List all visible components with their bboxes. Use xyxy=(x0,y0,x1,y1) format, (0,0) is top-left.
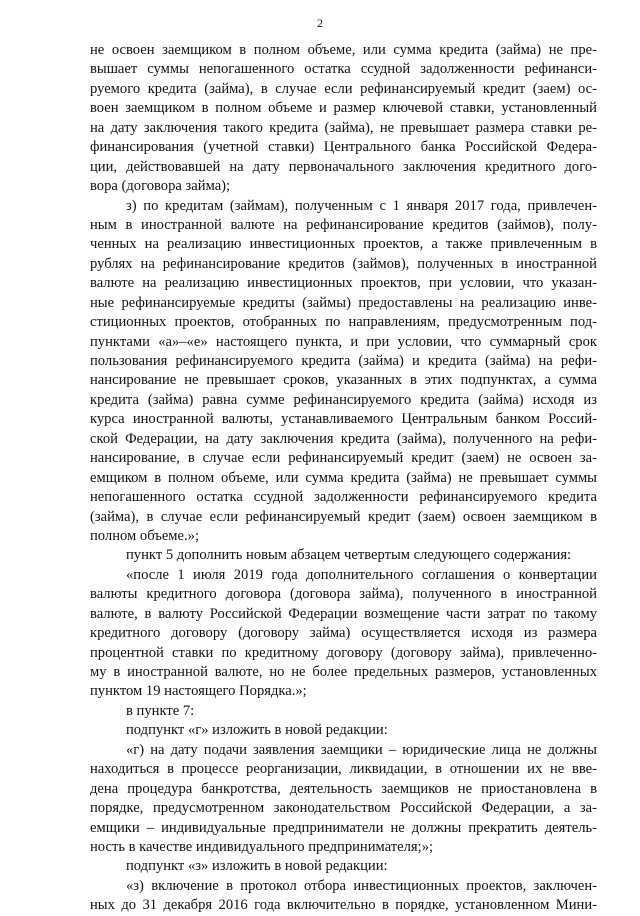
text-line: вора (договора займа); xyxy=(90,178,231,195)
text-line: ных до 31 декабря 2016 года включительно в порядке, установленном Мини- xyxy=(90,897,597,914)
text-line: руемого кредита (займа), в случае если рефинансируемый кредит (заем) ос- xyxy=(90,80,597,97)
text-line: «з) включение в протокол отбора инвестиционных проектов, заключен- xyxy=(126,877,597,894)
text-line: процентной ставки по кредитному договору (договору займа), привлеченно- xyxy=(90,644,597,661)
text-line: з) по кредитам (займам), полученным с 1 января 2017 года, привлечен- xyxy=(126,197,597,214)
text-line: ность в качестве индивидуального предпринимателя;»; xyxy=(90,838,434,855)
text-line: находиться в процессе реорганизации, ликвидации, в отношении их не вве- xyxy=(90,761,597,778)
text-line: валюты кредитного договора (договора займа), полученного в иностранной xyxy=(90,586,597,603)
text-line: ные рефинансируемые кредиты (займы) предоставлены на реализацию инве- xyxy=(90,294,597,311)
text-line: (займа), в случае если рефинансируемый кредит (заем) освоен заемщиком в xyxy=(90,508,597,525)
text-line: финансирования (учетной ставки) Центрального банка Российской Федера- xyxy=(90,139,597,156)
text-line: пользования рефинансируемого кредита (займа) и кредита (займа) на рефи- xyxy=(90,353,597,369)
text-line: стиционных проектов, отобранных по направлениям, предусмотренным под- xyxy=(90,314,597,331)
text-line: валюте на реализацию инвестиционных проектов, при условии, что указан- xyxy=(90,275,597,292)
text-line: не освоен заемщиком в полном объеме, или сумма кредита (займа) не пре- xyxy=(90,42,597,58)
text-line: ным в иностранной валюте на рефинансирование кредитов (займов), полу- xyxy=(90,216,597,233)
text-line: емщики – индивидуальные предприниматели не должны прекратить деятель- xyxy=(90,819,597,836)
text-line: полном объеме.»; xyxy=(90,527,200,544)
text-line: в пункте 7: xyxy=(126,702,195,719)
text-line: дена процедура банкротства, деятельность заемщиков не приостановлена в xyxy=(90,780,597,797)
text-line: кредитного договору (договору займа) осуществляется исходя из размера xyxy=(90,625,597,642)
text-line: пунктами «а»–«е» настоящего пункта, и при условии, что суммарный срок xyxy=(90,333,597,350)
body-text xyxy=(90,41,597,916)
text-line: валюте, в валюту Российской Федерации возмещение части затрат по такому xyxy=(90,605,597,622)
text-line: на дату заключения такого кредита (займа), не превышает размера ставки ре- xyxy=(90,119,597,136)
text-line: нансирование не превышает сроков, указанных в этих подпунктах, а сумма xyxy=(90,372,597,389)
text-line: пункт 5 дополнить новым абзацем четвертым следующего содержания: xyxy=(126,547,572,564)
text-line: ченных на реализацию инвестиционных проектов, а также привлеченным в xyxy=(90,236,597,253)
text-line: подпункт «з» изложить в новой редакции: xyxy=(126,858,388,875)
text-line: воен заемщиком в полном объеме и размер ключевой ставки, установленный xyxy=(90,100,597,117)
text-line: нансирование, в случае если рефинансируемый кредит (заем) не освоен за- xyxy=(90,450,597,467)
text-line: ской Федерации, на дату заключения кредита (займа), полученного на рефи- xyxy=(90,430,597,447)
text-line: емщиком в полном объеме, или сумма кредита (займа) не превышает суммы xyxy=(90,469,597,486)
text-line: курса иностранной валюты, устанавливаемого Центральным банком Россий- xyxy=(90,411,597,428)
text-line: подпункт «г» изложить в новой редакции: xyxy=(126,722,388,739)
text-line: «после 1 июля 2019 года дополнительного соглашения о конвертации xyxy=(126,566,597,583)
text-line: пунктом 19 настоящего Порядка.»; xyxy=(90,683,307,700)
text-line: кредита (займа) равна сумме рефинансируемого кредита (займа) исходя из xyxy=(90,391,597,408)
text-line: рублях на рефинансирование кредитов (займов), полученных в иностранной xyxy=(90,255,597,272)
text-line: му в иностранной валюте, но не более предельных размеров, установленных xyxy=(90,664,597,680)
text-line: непогашенного остатка ссудной задолженности рефинансируемого кредита xyxy=(90,489,597,506)
text-line: ции, действовавшей на дату первоначального заключения кредитного дого- xyxy=(90,158,597,175)
text-line: вышает суммы непогашенного остатка ссудной задолженности рефинанси- xyxy=(90,61,597,78)
page-number: 2 xyxy=(317,16,323,30)
text-line: порядке, предусмотренном законодательством Российской Федерации, а за- xyxy=(90,800,597,817)
text-line: «г) на дату подачи заявления заемщики – юридические лица не должны xyxy=(126,741,597,758)
